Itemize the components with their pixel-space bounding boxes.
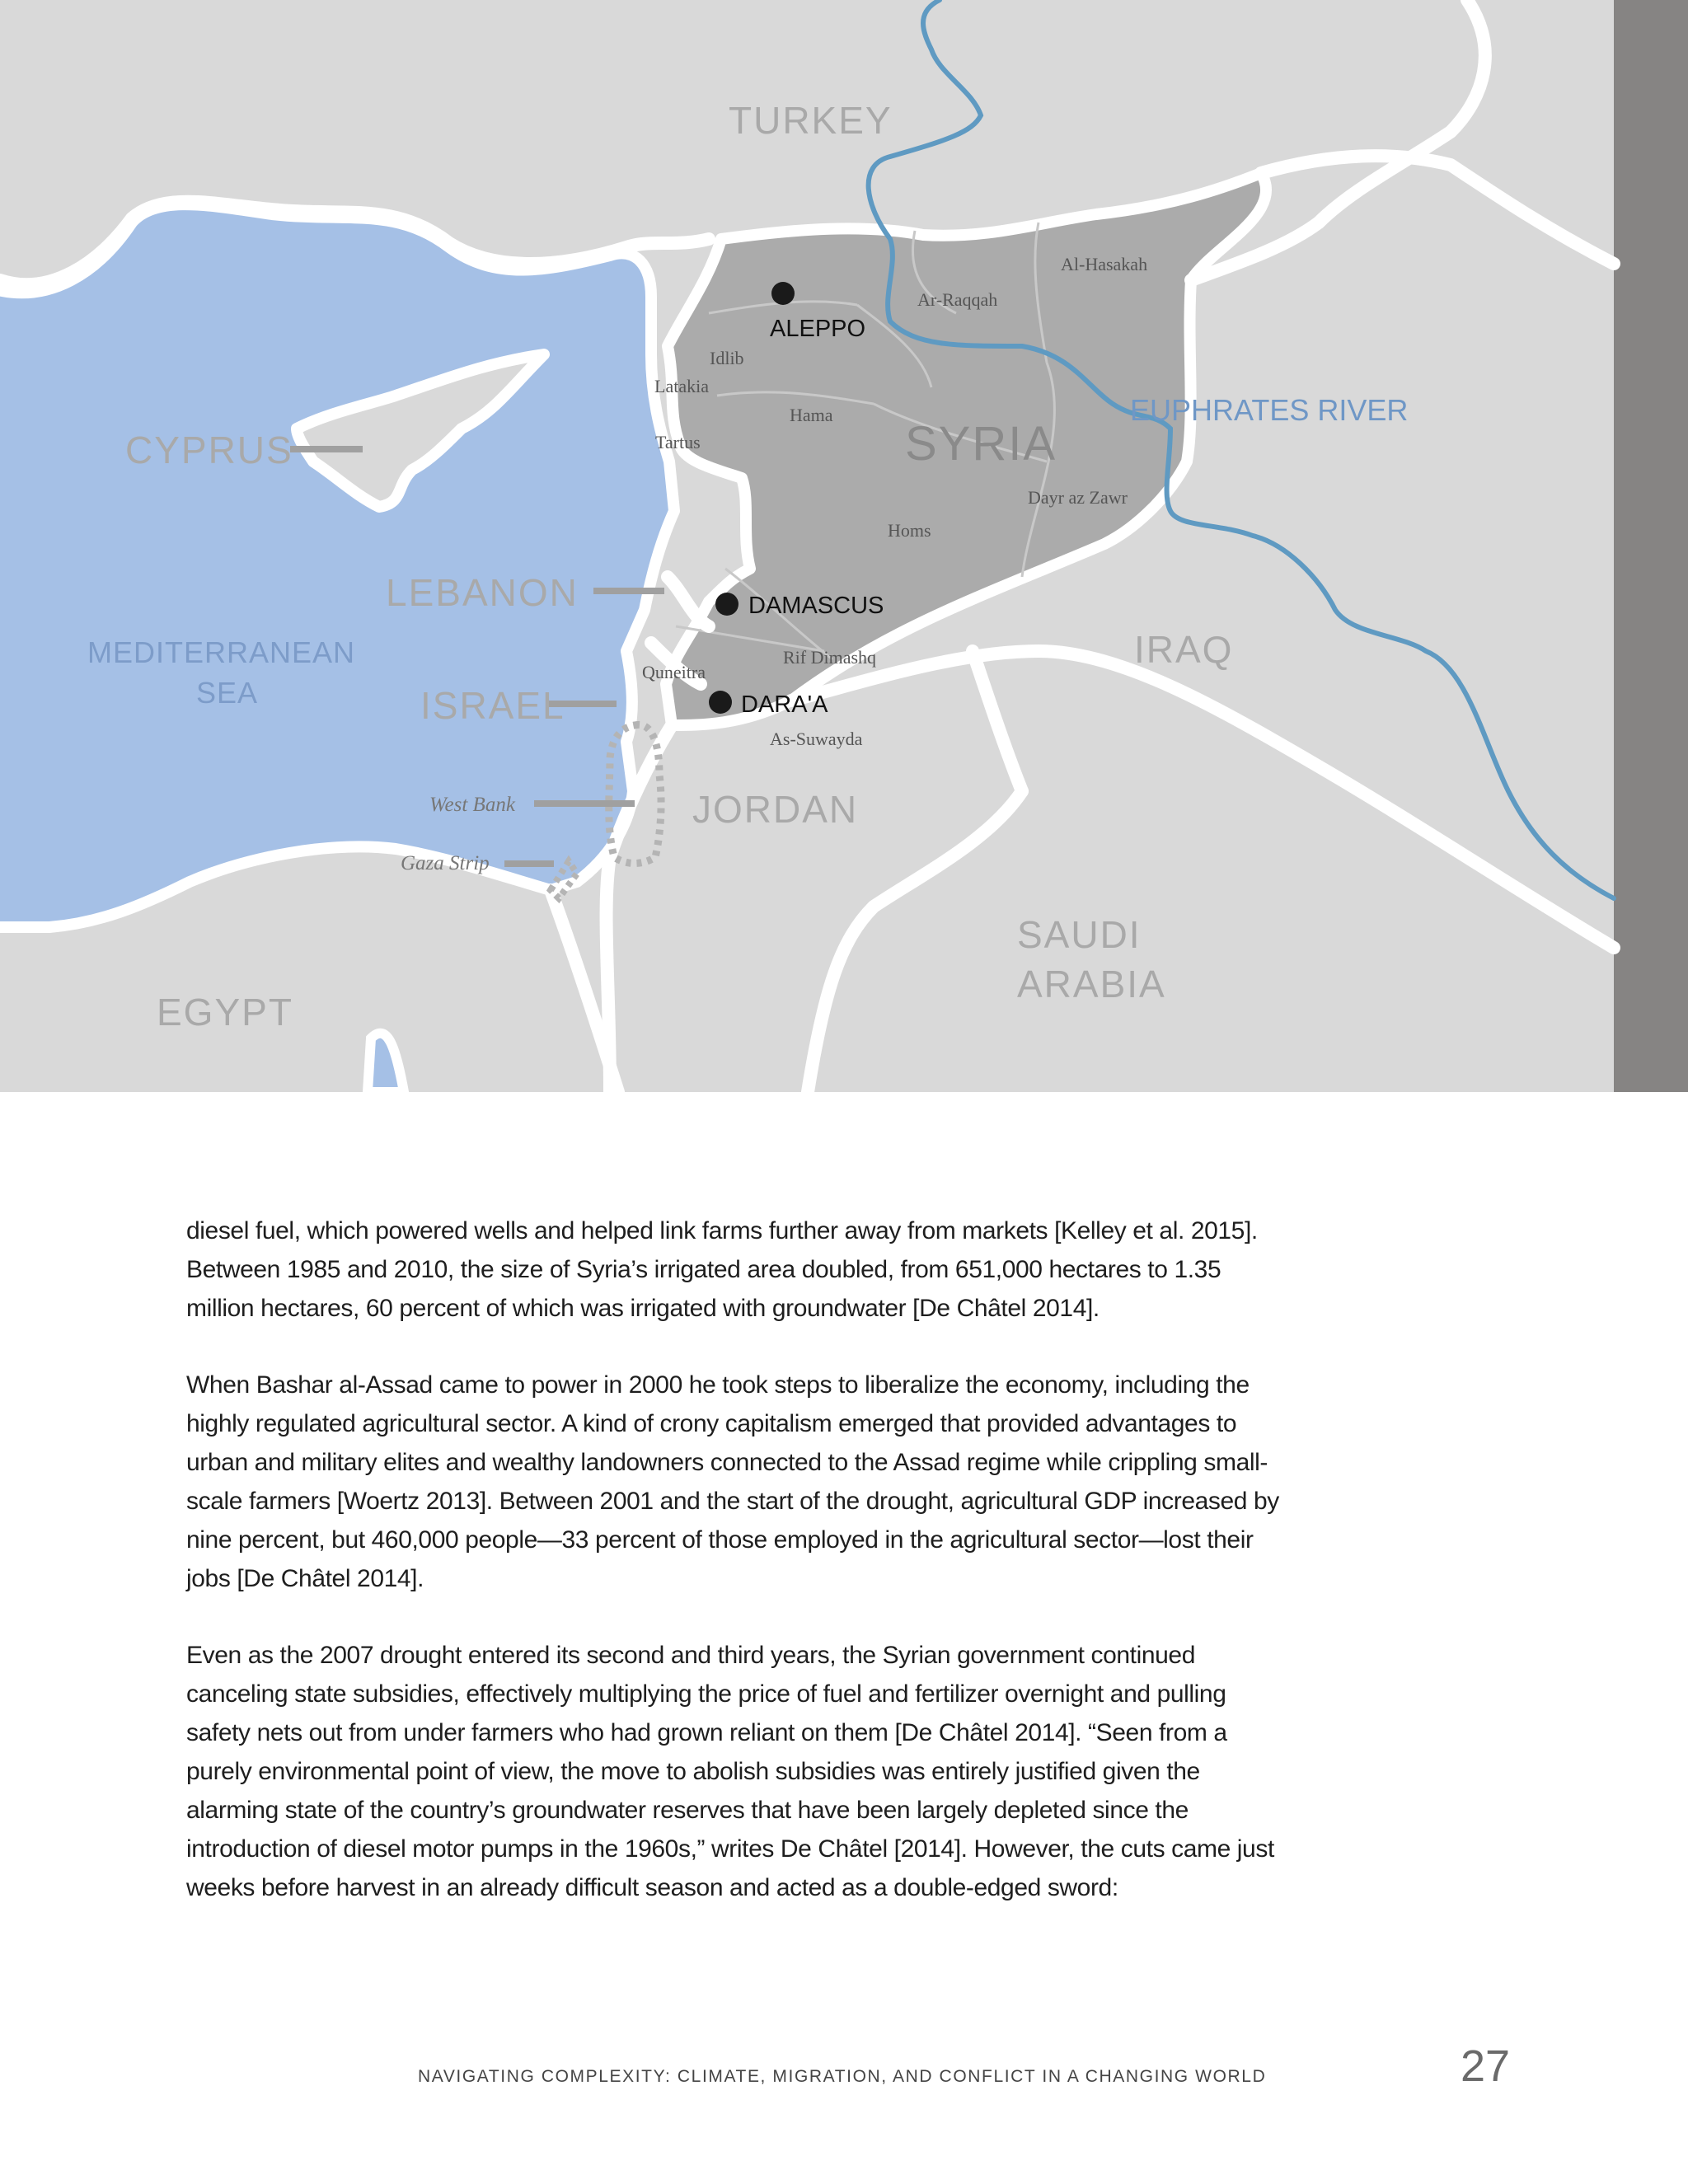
label-al-hasakah: Al-Hasakah	[1061, 254, 1148, 274]
page-edge-bar	[1614, 0, 1688, 1092]
label-gaza-strip: Gaza Strip	[401, 852, 490, 874]
label-latakia: Latakia	[654, 376, 709, 396]
label-arabia: ARABIA	[1017, 963, 1166, 1005]
page-number: 27	[1461, 2041, 1511, 2091]
label-sea: SEA	[196, 676, 259, 710]
label-israel: ISRAEL	[420, 684, 565, 727]
paragraph: When Bashar al-Assad came to power in 2000 he took steps to liberalize the economy, including the highly regulated agricultural sector. A kind of crony capitalism emerged that provided advantages to urban and military elites and wealthy landowners connected to the Assad regime while crippling small-scale farmers [Woertz 2013]. Between 2001 and the start of the drought, agricultural GDP increased by nine percent, but 460,000 people—33 percent of those employed in the agricultural sector—lost their jobs [De Châtel 2014].	[186, 1371, 1279, 1592]
label-euphrates-river: EUPHRATES RIVER	[1130, 393, 1409, 427]
label-rif-dimashq: Rif Dimashq	[783, 647, 877, 668]
label-aleppo: ALEPPO	[770, 316, 866, 342]
label-syria: SYRIA	[905, 417, 1057, 471]
damascus-dot	[715, 593, 738, 616]
label-egypt: EGYPT	[157, 991, 293, 1033]
label-hama: Hama	[790, 405, 833, 425]
label-west-bank: West Bank	[429, 794, 515, 816]
label-ar-raqqah: Ar-Raqqah	[917, 289, 998, 310]
label-saudi: SAUDI	[1017, 913, 1142, 956]
label-jordan: JORDAN	[692, 788, 859, 831]
daraa-dot	[709, 691, 732, 714]
label-as-suwayda: As-Suwayda	[770, 729, 863, 749]
label-homs: Homs	[888, 520, 931, 541]
label-tartus: Tartus	[655, 432, 701, 452]
article-body	[186, 1212, 1291, 1945]
paragraph: Even as the 2007 drought entered its second and third years, the Syrian government continued canceling state subsidies, effectively multiplying the price of fuel and fertilizer overnight and pulling safety nets out from under farmers who had grown reliant on them [De Châtel 2014]. “Seen from a purely environmental point of view, the move to abolish subsidies was entirely justified given the alarming state of the country’s groundwater reserves that have been largely depleted since the introduction of diesel motor pumps in the 1960s,” writes De Châtel [2014]. However, the cuts came just weeks before harvest in an already difficult season and acted as a double-edged sword:	[186, 1642, 1274, 1901]
label-damascus: DAMASCUS	[748, 593, 884, 619]
mediterranean-sea	[0, 204, 674, 927]
label-idlib: Idlib	[710, 348, 744, 368]
label-cyprus: CYPRUS	[125, 429, 293, 471]
label-lebanon: LEBANON	[386, 571, 579, 614]
running-footer-title: NAVIGATING COMPLEXITY: CLIMATE, MIGRATION, AND CONFLICT IN A CHANGING WORLD	[418, 2067, 1267, 2086]
label-quneitra: Quneitra	[642, 662, 706, 682]
label-mediterranean: MEDITERRANEAN	[87, 635, 356, 669]
aleppo-dot	[771, 282, 795, 305]
paragraph: diesel fuel, which powered wells and helped link farms further away from markets [Kelley et al. 2015]. Between 1985 and 2010, the size of Syria’s irrigated area doubled, from 651,000 hectares to 1.35 million hectares, 60 percent of which was irrigated with groundwater [De Châtel 2014].	[186, 1217, 1258, 1322]
label-turkey: TURKEY	[729, 99, 893, 142]
label-iraq: IRAQ	[1134, 628, 1234, 671]
label-dayr-az-zawr: Dayr az Zawr	[1028, 487, 1128, 508]
label-daraa: DARA'A	[741, 691, 828, 718]
